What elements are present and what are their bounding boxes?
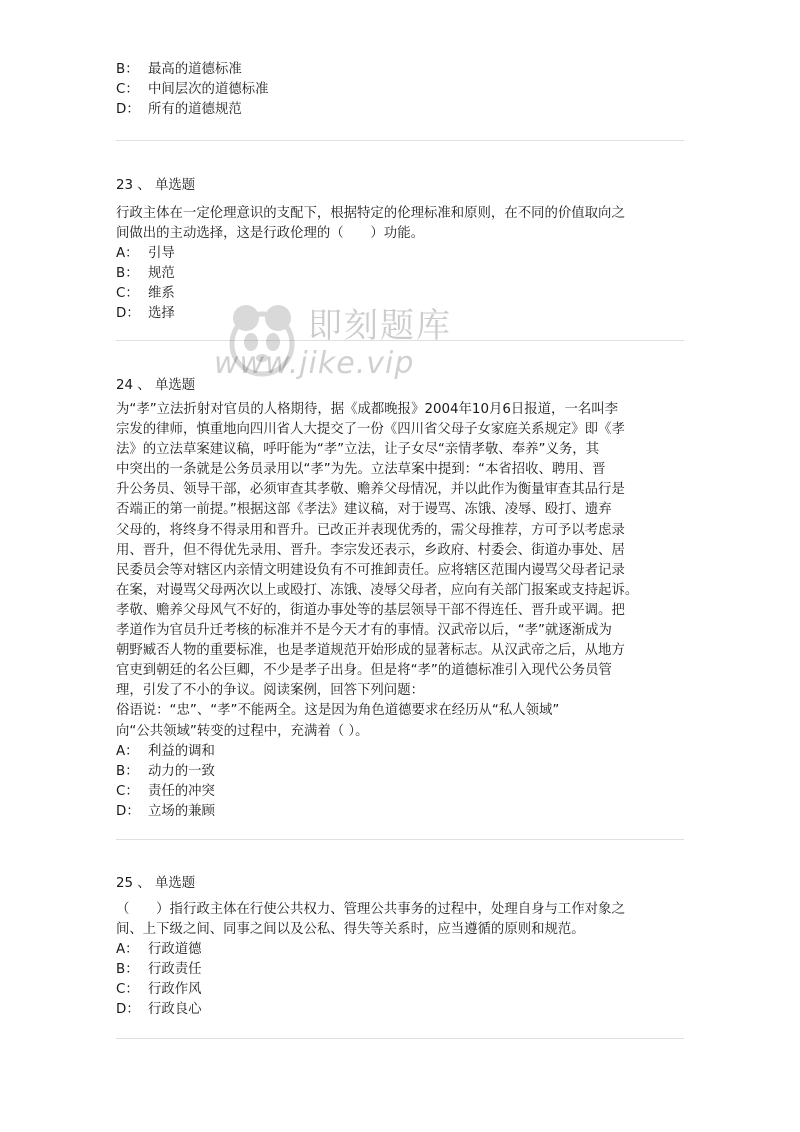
option-c[interactable]: C： 维系 bbox=[116, 286, 175, 302]
question-header: 24 、 单选题 bbox=[116, 378, 196, 393]
divider bbox=[116, 140, 684, 141]
question-stem: 行政主体在一定伦理意识的支配下，根据特定的伦理标准和原则，在不同的价值取向之 间做出的主动选择，这是行政伦理的（ ）功能。 bbox=[116, 206, 625, 242]
question-24 bbox=[116, 376, 686, 822]
divider bbox=[116, 340, 684, 341]
option-c[interactable]: C： 责任的冲突 bbox=[116, 783, 215, 799]
option-b[interactable]: B： 动力的一致 bbox=[116, 763, 215, 779]
option-c[interactable]: C： 行政作风 bbox=[116, 982, 202, 998]
option-d[interactable]: D： 所有的道德规范 bbox=[116, 102, 242, 117]
question-23 bbox=[116, 176, 686, 324]
option-a[interactable]: A： 行政道德 bbox=[116, 942, 202, 958]
watermark-brand: 即刻题库 bbox=[308, 306, 452, 346]
option-b[interactable]: B： 规范 bbox=[116, 266, 175, 282]
question-stem: （ ）指行政主体在行使公共权力、管理公共事务的过程中，处理自身与工作对象之 间、上下级之间、同事之间以及公私、得失等关系时，应当遵循的原则和规范。 bbox=[116, 902, 625, 938]
watermark-url: www.jike.vip bbox=[214, 346, 415, 381]
divider bbox=[116, 839, 684, 840]
divider bbox=[116, 1038, 684, 1039]
option-a[interactable]: A： 引导 bbox=[116, 246, 175, 262]
option-c[interactable]: C： 中间层次的道德标准 bbox=[116, 82, 269, 97]
question-22-options bbox=[116, 60, 686, 120]
question-25 bbox=[116, 874, 686, 1020]
option-d[interactable]: D： 选择 bbox=[116, 306, 175, 322]
option-d[interactable]: D： 行政良心 bbox=[116, 1002, 202, 1018]
option-d[interactable]: D： 立场的兼顾 bbox=[116, 803, 215, 819]
question-header: 25 、 单选题 bbox=[116, 876, 196, 891]
question-header: 23 、 单选题 bbox=[116, 178, 196, 193]
option-a[interactable]: A： 利益的调和 bbox=[116, 743, 215, 759]
question-stem: 为“孝”立法折射对官员的人格期待，据《成都晚报》2004年10月6日报道，一名叫李 宗发的律师，慎重地向四川省人大提交了一份《四川省父母子女家庭关系规定》即《孝 法》的立法草案建议稿，呼吁能为“孝”立法，让子女尽“亲情孝敬、奉养”义务，其 中突出的一条就是公务员录用以“孝”为先。立法草案中提到：“本省招收、聘用、晋 升公务员、领导干部，必须审查其孝敬、赡养父母情况，并以此作为衡量审查其品行是 否端正的第一前提。”根据这部《孝法》建议稿，对于谩骂、冻饿、凌辱、殴打、遗弃 父母的，将终身不得录用和晋升。已改正并表现优秀的，需父母推荐，方可予以考虑录 用、晋升，但不得优先录用、晋升。李宗发还表示，乡政府、村委会、街道办事处、居 民委员会等对辖区内亲情文明建设负有不可推卸责任。应将辖区范围内谩骂父母者记录 在案，对谩骂父母两次以上或殴打、冻饿、凌辱父母者，应向有关部门报案或支持起诉。 孝敬、赡养父母风气不好的，街道办事处等的基层领导干部不得连任、晋升或平调。把 孝道作为官员升迁考核的标准并不是今天才有的事情。汉武帝以后，“孝”就逐渐成为 朝野臧否人物的重要标准，也是孝道规范开始形成的显著标志。从汉武帝之后，从地方 官吏到朝廷的名公巨卿，不少是孝子出身。但是将“孝”的道德标准引入现代公务员管 理，引发了不小的争议。阅读案例，回答下列问题： 俗语说：“忠”、“孝”不能两全。这是因为角色道德要求在经历从“私人领域” 向“公共领域”转变的过程中，充满着（ ）。 bbox=[116, 402, 639, 739]
option-b[interactable]: B： 行政责任 bbox=[116, 962, 202, 978]
option-b[interactable]: B： 最高的道德标准 bbox=[116, 62, 242, 77]
